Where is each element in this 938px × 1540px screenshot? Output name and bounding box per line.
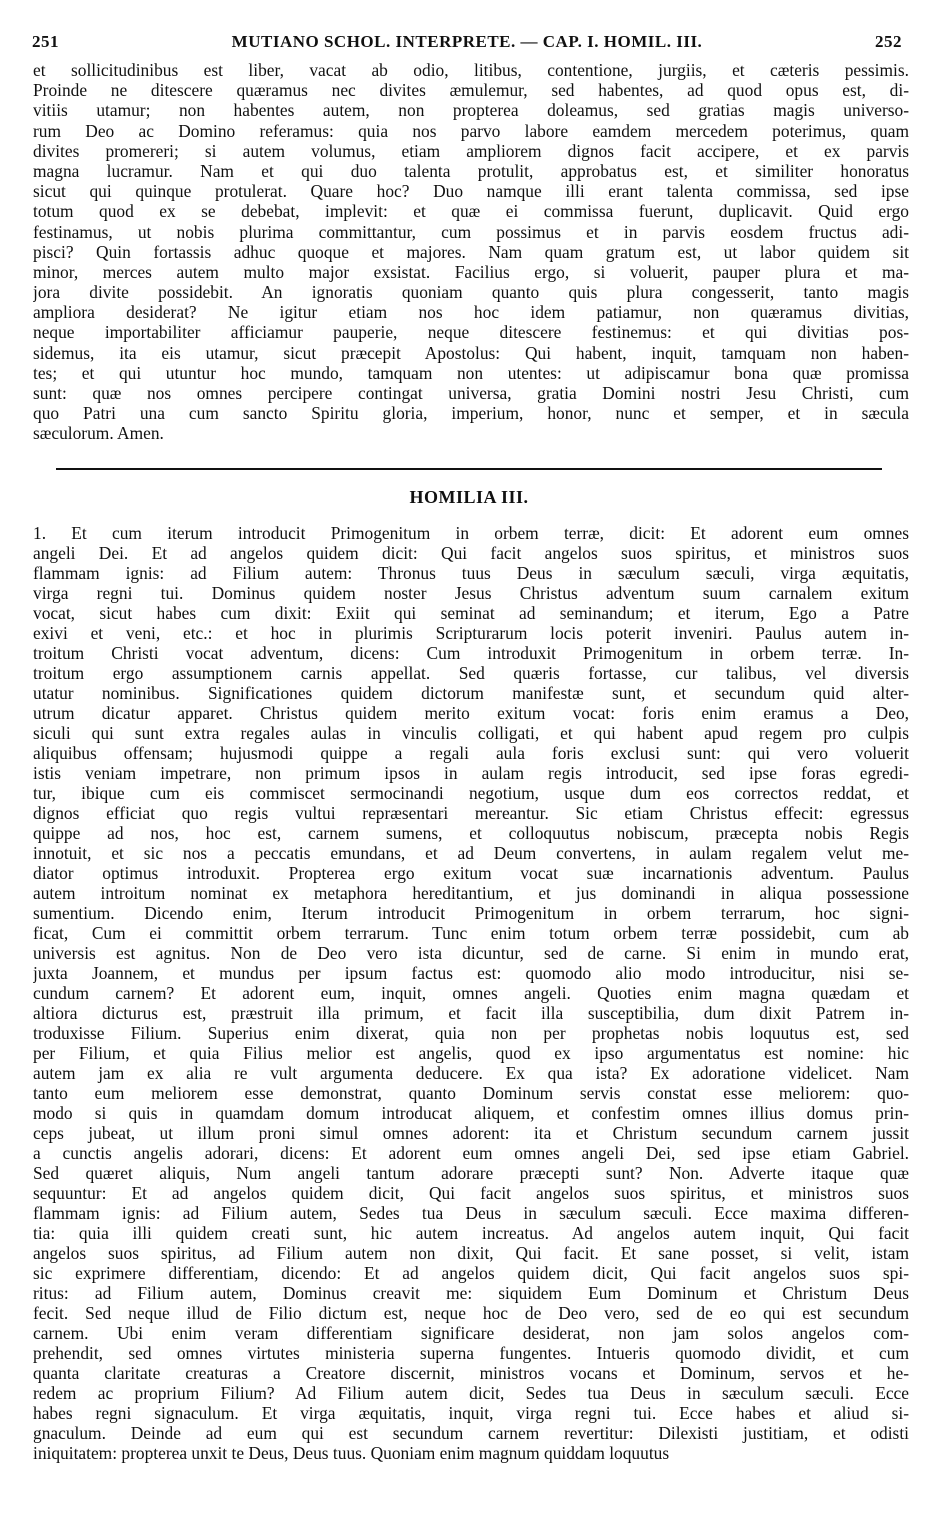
text-line: flammam ignis: ad Filium autem: Thronus tuus Deus in sæculum sæculi, virga æquitatis,: [33, 563, 909, 583]
text-line: festinamus, ut nobis plurima committantur, cum possimus et in parvis eosdem fructus adi-: [33, 221, 909, 242]
text-line: Proinde ne ditescere quæramus nec divites æmulemur, sed habentes, ad quod opus est, di-: [33, 80, 909, 101]
text-line: redem ac proprium Filium? Ad Filium autem dicit, Sedes tua Deus in sæculum sæculi. Ecce: [33, 1383, 909, 1403]
text-line: quippe ad nos, hoc est, carnem sumens, et colloquutus nobiscum, præcepta nobis Regis: [33, 823, 909, 843]
text-line: autem introitum nominat ex metaphora hereditantium, et jus dominandi in aliqua possessione: [33, 883, 909, 903]
text-line: magna lucramur. Nam et qui duo talenta protulit, approbatus est, et similiter honoratus: [33, 160, 909, 181]
text-line: sunt: quæ nos omnes percipere contingat universa, gratia Domini nostri Jesu Christi, cum: [33, 383, 909, 403]
text-line: habes regni signaculum. Et virga æquitatis, inquit, virga regni tui. Ecce habes et aliud si-: [33, 1403, 909, 1423]
text-line: minor, merces autem multo major exsistat. Facilius ergo, si voluerit, pauper plura et ma-: [33, 261, 909, 282]
text-line: jora divite possidebit. An ignoratis quoniam quanto quis plura congesserit, tanto magis: [33, 282, 909, 303]
text-line: dignos efficiat quo regis vultui repræsentari mereantur. Sic etiam Christus effecit: egressus: [33, 803, 909, 823]
text-line: flammam ignis: ad Filium autem, Sedes tua Deus in sæculum sæculi. Ecce maxima differen-: [33, 1203, 909, 1223]
text-line: diator optimus introduxit. Propterea ergo exitum vocat suæ incarnationis adventum. Paulus: [33, 863, 909, 883]
text-line: angeli Dei. Et ad angelos quidem dicit: Qui facit angelos suos spiritus, et ministros suos: [33, 543, 909, 563]
text-line: quo Patri una cum sancto Spiritu gloria, imperium, honor, nunc et semper, et in sæcula: [33, 403, 909, 424]
homily-body: [33, 523, 909, 1463]
page-number-left: 251: [32, 32, 59, 51]
text-line: juxta Joannem, et mundus per ipsum factus est: quomodo alio modo introducitur, nisi se-: [33, 963, 909, 983]
text-line: gnaculum. Deinde ad eum qui est secundum carnem revertitur: Dilexisti justitiam, et odisti: [33, 1423, 909, 1443]
text-line: altiora dicturus est, præstruit illa primum, et facit illa susceptibilia, dum dixit Patrem in-: [33, 1003, 909, 1023]
text-line: neque importabiliter afficiamur pauperie, neque ditescere festinemus: et qui divitias pos-: [33, 322, 909, 343]
text-line: cundum carnem? Et adorent eum, inquit, omnes angeli. Quoties enim magna quædam et: [33, 983, 909, 1003]
text-line: tanto eum meliorem esse demonstrat, quanto Dominum servis constat esse meliorem: quo-: [33, 1083, 909, 1103]
text-line: angelos suos spiritus, ad Filium autem non dixit, Qui facit. Et sane posset, si velit, istam: [33, 1243, 909, 1263]
text-line: ampliora desiderat? Ne igitur etiam nos hoc idem patiamur, non quæramus divitias,: [33, 302, 909, 323]
text-line: quanta claritate creaturas a Creatore discernit, ministros vocans et Dominum, servos et he-: [33, 1363, 909, 1383]
text-line: sicut qui quinque protulerat. Quare hoc? Duo namque illi erant talenta commissa, sed ipse: [33, 181, 909, 202]
text-line: troduxisse Filium. Superius enim dixerat, quia non per prophetas nobis loquutus est, sed: [33, 1023, 909, 1043]
text-line: fecit. Sed neque illud de Filio dictum est, neque hoc de Deo vero, sed de eo qui est secundum: [33, 1303, 909, 1323]
text-line: utrum dicatur apparet. Christus quidem merito exitum vocat: foris enim eramus a Deo,: [33, 703, 909, 723]
text-line: vocat, sicut habes cum dixit: Exiit qui seminat ad seminandum; et iterum, Ego a Patre: [33, 603, 909, 623]
text-line: a cunctis angelis adorari, dicens: Et adorent eum omnes angeli Dei, sed ipse etiam Gabriel.: [33, 1143, 909, 1163]
previous-homily-ending: [33, 60, 909, 444]
section-divider: [56, 468, 882, 470]
text-line: ritus: ad Filium autem, Dominus creavit me: siquidem Eum Dominum et Christum Deus: [33, 1283, 909, 1303]
text-line: vitiis utamur; non habentes autem, non propterea doleamus, sed gratias magis universo-: [33, 100, 909, 121]
text-line: pisci? Quin fortassis adhuc quoque et majores. Nam quam gratum est, ut labor quidem sit: [33, 241, 909, 262]
text-line: troitum ergo assumptionem carnis appellat. Sed quæris fortasse, cur talibus, vel diversis: [33, 663, 909, 683]
text-line: sæculorum. Amen.: [33, 423, 164, 444]
text-line: virga regni tui. Dominus quidem noster Jesus Christus adventum suum carnalem exitum: [33, 583, 909, 603]
text-line: innotuit, et sic nos a peccatis emundans, et ad Deum convertens, in aulam regalem velut me-: [33, 843, 909, 863]
text-line: iniquitatem: propterea unxit te Deus, Deus tuus. Quoniam enim magnum quiddam loquutus: [33, 1443, 670, 1463]
text-line: et sollicitudinibus est liber, vacat ab odio, litibus, contentione, jurgiis, et cæteris pessimis.: [33, 60, 909, 80]
text-line: sidemus, ita eis utamur, sicut præcepit Apostolus: Qui habent, inquit, tamquam non haben-: [33, 342, 909, 363]
text-line: sic exprimere differentiam, dicendo: Et ad angelos quidem dicit, Qui facit angelos suos spi-: [33, 1263, 909, 1283]
page-number-right: 252: [875, 32, 902, 51]
text-line: utatur nominibus. Significationes quidem dictorum manifestæ sunt, et secundum quid alter-: [33, 683, 909, 703]
text-line: Sed quæret aliquis, Num angeli tantum adorare præcepti sunt? Non. Adverte itaque quæ: [33, 1163, 909, 1183]
text-line: per Filium, et quia Filius melior est angelis, quod ex ipso argumentatus est nomine: hic: [33, 1043, 909, 1063]
text-line: sequuntur: Et ad angelos quidem dicit, Qui facit angelos suos spiritus, et ministros suos: [33, 1183, 909, 1203]
homily-title: HOMILIA III.: [409, 487, 529, 507]
text-line: aliquibus offensam; hujusmodi quippe a regali aula foris exclusi sunt: qui vero voluerit: [33, 743, 909, 763]
text-line: siculi qui sunt extra regales aulas in vinculis colligati, et qui habent apud regem pro culpis: [33, 723, 909, 743]
text-line: tes; et qui utuntur hoc mundo, tamquam non utentes: ut adipiscamur bona quæ promissa: [33, 362, 909, 383]
text-line: universis est agnitus. Non de Deo vero ista dicuntur, sed de carne. Si enim in mundo erat,: [33, 943, 909, 963]
text-line: carnem. Ubi enim veram differentiam significare desiderat, non jam solos angelos com-: [33, 1323, 909, 1343]
text-line: ceps jubeat, ut illum proni simul omnes adorent: ita et Christum secundum carnem jussit: [33, 1123, 909, 1143]
text-line: prehendit, sed omnes virtutes ministeria superna fungentes. Intueris quomodo dividit, et cum: [33, 1343, 909, 1363]
text-line: autem jam ex alia re vult argumenta deducere. Ex qua ista? Ex adoratione videlicet. Nam: [33, 1063, 909, 1083]
text-line: tur, ibique cum eis commiscet sermocinandi negotium, usque dum eos correctos reddat, et: [33, 783, 909, 803]
text-line: istis veniam impetrare, non primum ipsos in aulam regis introducit, sed ipse foras egredi-: [33, 763, 909, 783]
text-line: rum Deo ac Domino referamus: quia nos parvo labore eamdem mercedem poterimus, quam: [33, 120, 909, 141]
text-line: exivi et veni, etc.: et hoc in plurimis Scripturarum locis poterit inveniri. Paulus autem in-: [33, 623, 909, 643]
text-line: ficat, Cum ei committit orbem terrarum. Tunc enim totum orbem terræ possidebit, cum ab: [33, 923, 909, 943]
text-line: totum quod ex se debebat, implevit: et quæ ei commissa fuerunt, duplicavit. Quid ergo: [33, 201, 909, 222]
text-line: tia: quia illi quidem creati sunt, hic autem increatus. Ad angelos autem inquit, Qui facit: [33, 1223, 909, 1243]
running-header: [32, 32, 902, 56]
text-line: sumentium. Dicendo enim, Iterum introducit Primogenitum in orbem terrarum, hoc signi-: [33, 903, 909, 923]
text-line: divites promereri; si autem volumus, etiam ampliorem dignos facit accipere, et ex parvis: [33, 140, 909, 161]
text-line: troitum Christi vocat adventum, dicens: Cum introduxit Primogenitum in orbem terræ. In-: [33, 643, 909, 663]
running-head-title: MUTIANO SCHOL. INTERPRETE. — CAP. I. HOMIL. III.: [231, 32, 703, 51]
text-line: 1. Et cum iterum introducit Primogenitum in orbem terræ, dicit: Et adorent eum omnes: [33, 523, 909, 543]
text-line: modo si quis in quamdam domum introducat aliquem, et confestim omnes illius domus prin-: [33, 1103, 909, 1123]
